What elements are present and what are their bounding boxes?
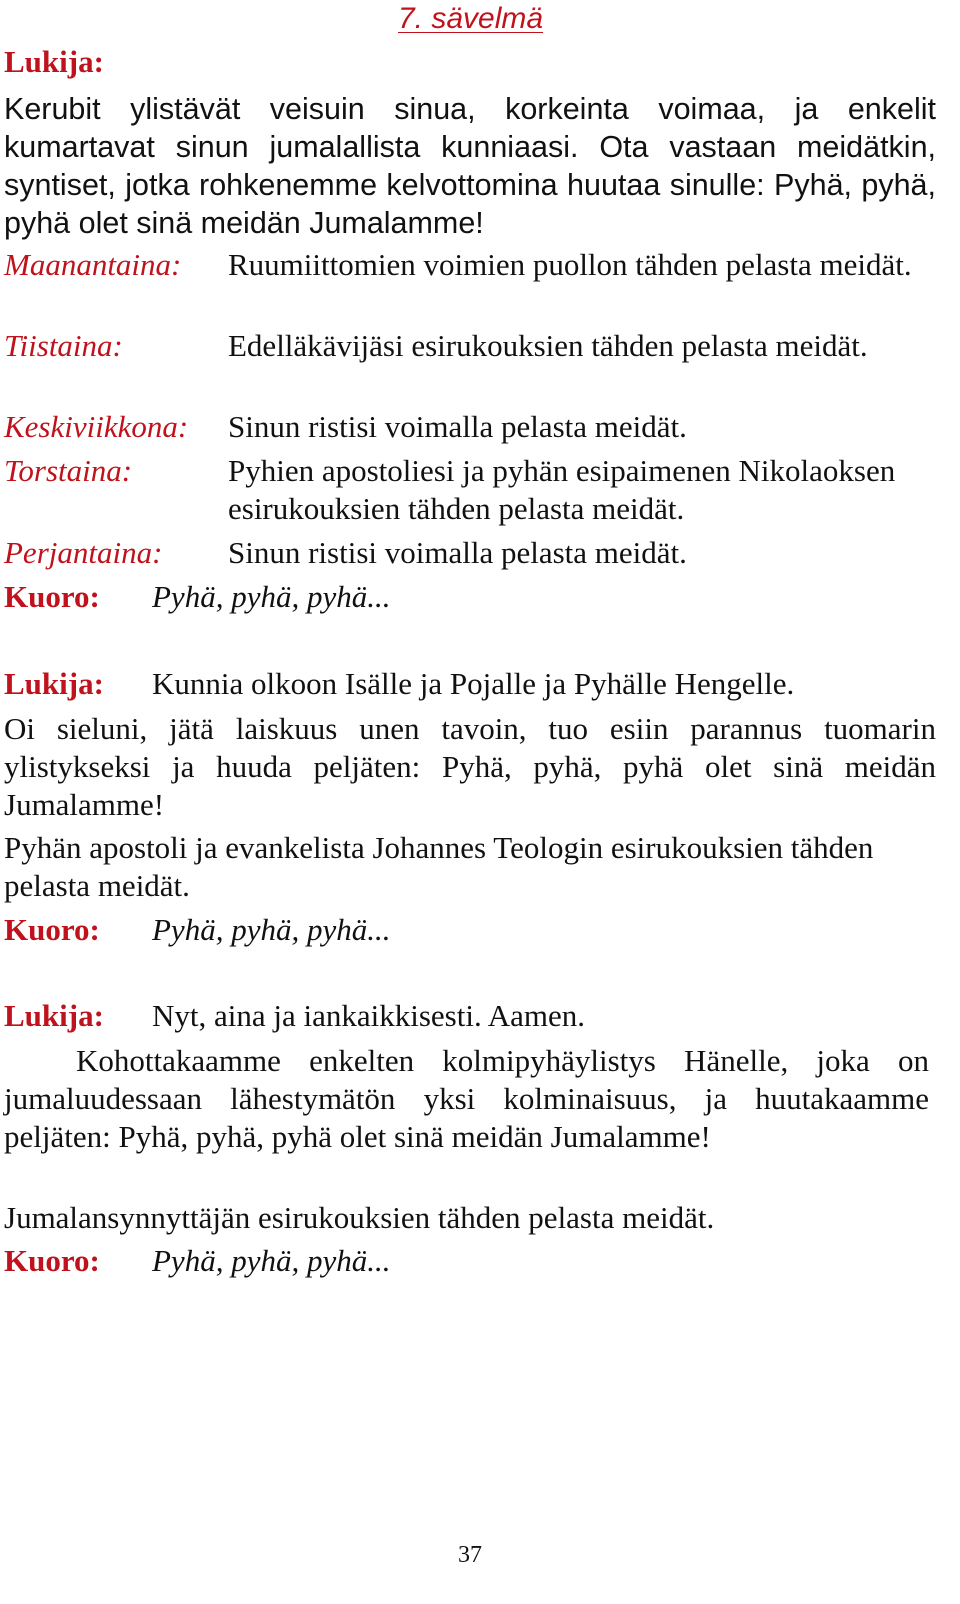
apostle-petition: Pyhän apostoli ja evankelista Johannes Teologin esirukouksien tähden pelasta meidät. <box>4 830 874 903</box>
choir-label: Kuoro: <box>4 1243 100 1278</box>
choir-text: Pyhä, pyhä, pyhä... <box>152 1243 391 1278</box>
weekday-label: Keskiviikkona: <box>4 409 189 444</box>
theotokos-petition: Jumalansynnyttäjän esirukouksien tähden pelasta meidät. <box>4 1200 715 1235</box>
weekday-petition: Pyhien apostoliesi ja pyhän esipaimenen Nikolaoksen esirukouksien tähden pelasta meidät. <box>228 453 896 526</box>
choir-text: Pyhä, pyhä, pyhä... <box>152 912 391 947</box>
choir-label: Kuoro: <box>4 912 100 947</box>
weekday-label: Tiistaina: <box>4 328 123 363</box>
reader-text: Kunnia olkoon Isälle ja Pojalle ja Pyhälle Hengelle. <box>152 666 795 701</box>
weekday-petition: Ruumiittomien voimien puollon tähden pelasta meidät. <box>228 247 912 282</box>
weekday-label: Torstaina: <box>4 453 133 488</box>
weekday-petition: Sinun ristisi voimalla pelasta meidät. <box>228 409 687 444</box>
reader-label: Lukija: <box>4 998 104 1033</box>
cherubic-paragraph: Kerubit ylistävät veisuin sinua, korkeinta voimaa, ja enkelit kumartavat sinun jumalallista kunniaasi. Ota vastaan meidätkin, syntiset, jotka rohkenemme kelvottomina huutaa sinulle: Pyhä, pyhä, pyhä olet sinä meidän Jumalamme! <box>4 92 936 240</box>
trisagion-paragraph: Kohottakaamme enkelten kolmipyhäylistys Hänelle, joka on jumaluudessaan lähestymätön yksi kolminaisuus, ja huutakaamme peljäten: Pyhä, pyhä, pyhä olet sinä meidän Jumalamme! <box>4 1043 929 1154</box>
page-number: 37 <box>458 1542 482 1568</box>
choir-text: Pyhä, pyhä, pyhä... <box>152 579 391 614</box>
reader-label: Lukija: <box>4 44 104 79</box>
weekday-label: Perjantaina: <box>4 535 163 570</box>
reader-text: Nyt, aina ja iankaikkisesti. Aamen. <box>152 998 586 1033</box>
choir-label: Kuoro: <box>4 579 100 614</box>
soul-paragraph: Oi sieluni, jätä laiskuus unen tavoin, tuo esiin parannus tuomarin ylistykseksi ja huuda peljäten: Pyhä, pyhä, pyhä olet sinä meidän Jumalamme! <box>4 711 936 822</box>
reader-label: Lukija: <box>4 666 104 701</box>
weekday-label: Maanantaina: <box>4 247 182 282</box>
section-heading: 7. sävelmä <box>398 2 544 35</box>
weekday-petition: Edelläkävijäsi esirukouksien tähden pelasta meidät. <box>228 328 868 363</box>
weekday-petition: Sinun ristisi voimalla pelasta meidät. <box>228 535 687 570</box>
